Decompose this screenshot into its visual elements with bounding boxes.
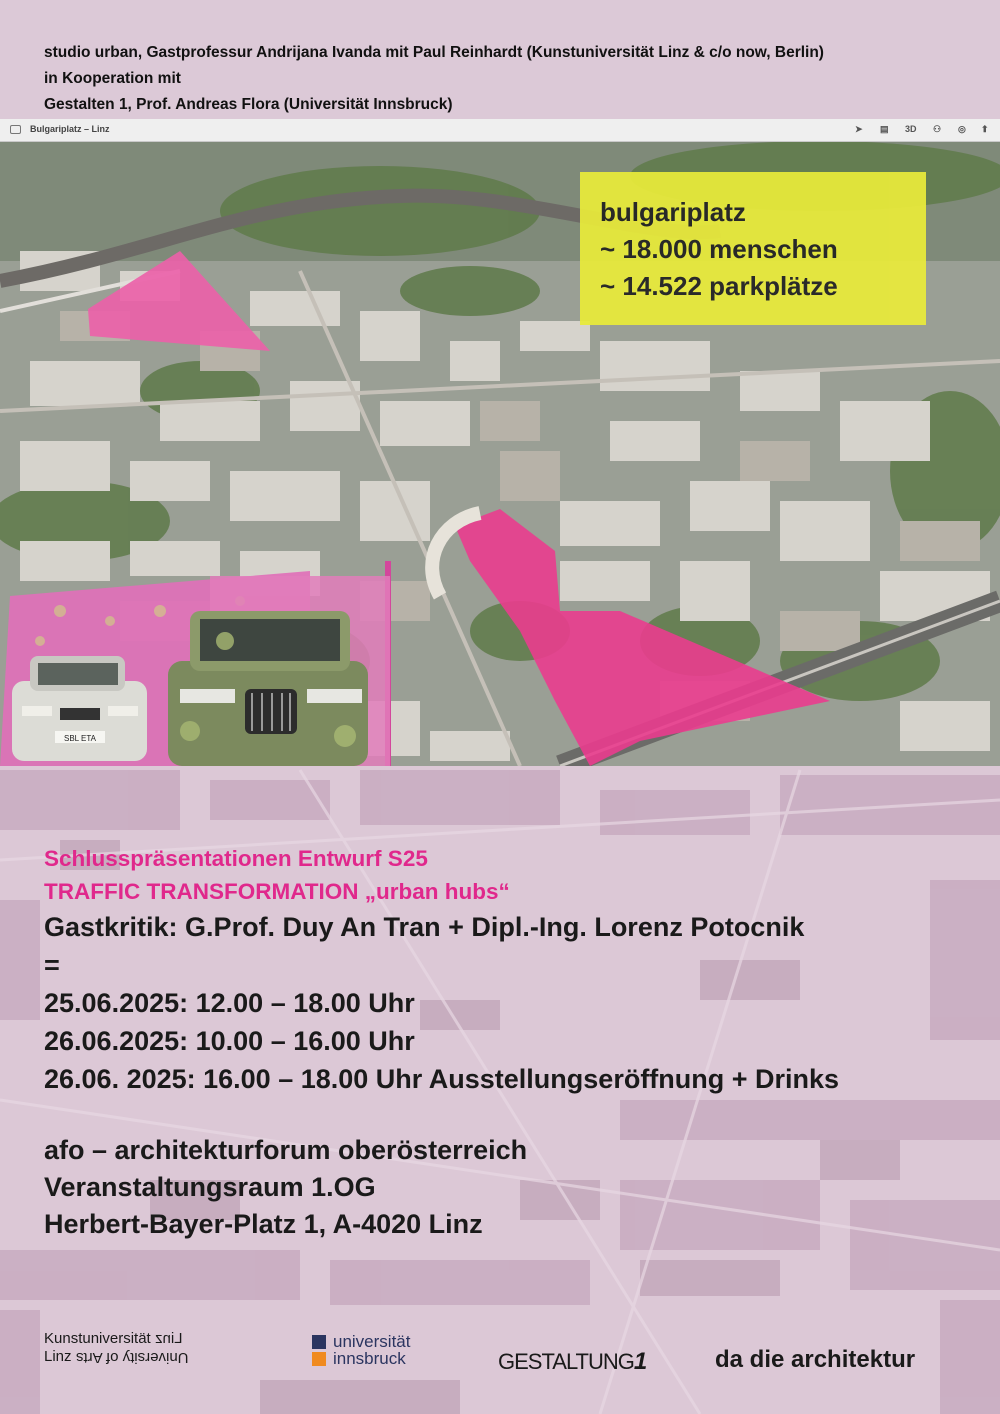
credits-line-3: Gestalten 1, Prof. Andreas Flora (Universität Innsbruck)	[44, 96, 453, 113]
kunstuni-linz-logo	[44, 1330, 188, 1366]
ibk-orange-square	[312, 1352, 326, 1366]
ibk-logo-line-1: universität	[333, 1332, 411, 1351]
stats-parking: ~ 14.522 parkplätze	[600, 271, 838, 301]
event-title: Schlusspräsentationen Entwurf S25	[44, 846, 428, 871]
event-block	[44, 842, 839, 1098]
event-date-3: 26.06. 2025: 16.00 – 18.00 Uhr Ausstellungseröffnung + Drinks	[44, 1064, 840, 1094]
share-icon[interactable]: ⬆	[981, 124, 989, 134]
stats-place: bulgariplatz	[600, 197, 746, 227]
venue-room: Veranstaltungsraum 1.OG	[44, 1172, 376, 1202]
kunst-logo-word-4: University of Arts	[75, 1349, 189, 1366]
map-mode-icon[interactable]: ▤	[880, 124, 889, 134]
event-date-2: 26.06.2025: 10.00 – 16.00 Uhr	[44, 1026, 415, 1056]
license-plate-text: SBL ETA	[63, 734, 97, 743]
kunst-logo-word-1: Kunstuniversität	[44, 1330, 155, 1347]
event-subtitle: TRAFFIC TRANSFORMATION „urban hubs“	[44, 879, 510, 904]
kunst-logo-word-3: Linz	[44, 1348, 76, 1365]
credits-line-1: studio urban, Gastprofessur Andrijana Ivanda mit Paul Reinhardt (Kunstuniversität Linz & c/o now, Berlin)	[44, 44, 824, 61]
ibk-blue-square	[312, 1335, 326, 1349]
event-critics: Gastkritik: G.Prof. Duy An Tran + Dipl.-Ing. Lorenz Potocnik	[44, 912, 805, 942]
event-equals: =	[44, 950, 60, 980]
sidebar-toggle-icon[interactable]	[10, 125, 21, 134]
car-right	[168, 611, 368, 766]
stats-people: ~ 18.000 menschen	[600, 234, 838, 264]
gestaltung-number: 1	[633, 1348, 647, 1375]
map-titlebar	[0, 119, 1000, 142]
credits-block	[44, 40, 824, 118]
credits-line-2: in Kooperation mit	[44, 70, 181, 87]
location-arrow-icon[interactable]: ➤	[855, 124, 863, 134]
event-date-1: 25.06.2025: 12.00 – 18.00 Uhr	[44, 988, 415, 1018]
venue-address: Herbert-Bayer-Platz 1, A-4020 Linz	[44, 1209, 483, 1239]
da-die-architektur-logo: da die architektur	[715, 1346, 916, 1373]
gestaltung-word: GESTALTUNG	[498, 1349, 634, 1374]
map-window	[0, 119, 1000, 766]
venue-block	[44, 1132, 527, 1243]
user-circle-icon[interactable]: ◎	[958, 124, 966, 134]
binoculars-icon[interactable]: ⚇	[933, 124, 942, 134]
map-window-title: Bulgariplatz – Linz	[30, 124, 110, 134]
stats-box	[580, 172, 926, 325]
venue-name: afo – architekturforum oberösterreich	[44, 1135, 528, 1165]
gestaltung-logo	[498, 1348, 646, 1376]
ibk-logo-line-2: innsbruck	[333, 1349, 406, 1368]
kunst-logo-word-2: Linz	[154, 1330, 183, 1347]
view-3d-button[interactable]: 3D	[905, 124, 917, 134]
